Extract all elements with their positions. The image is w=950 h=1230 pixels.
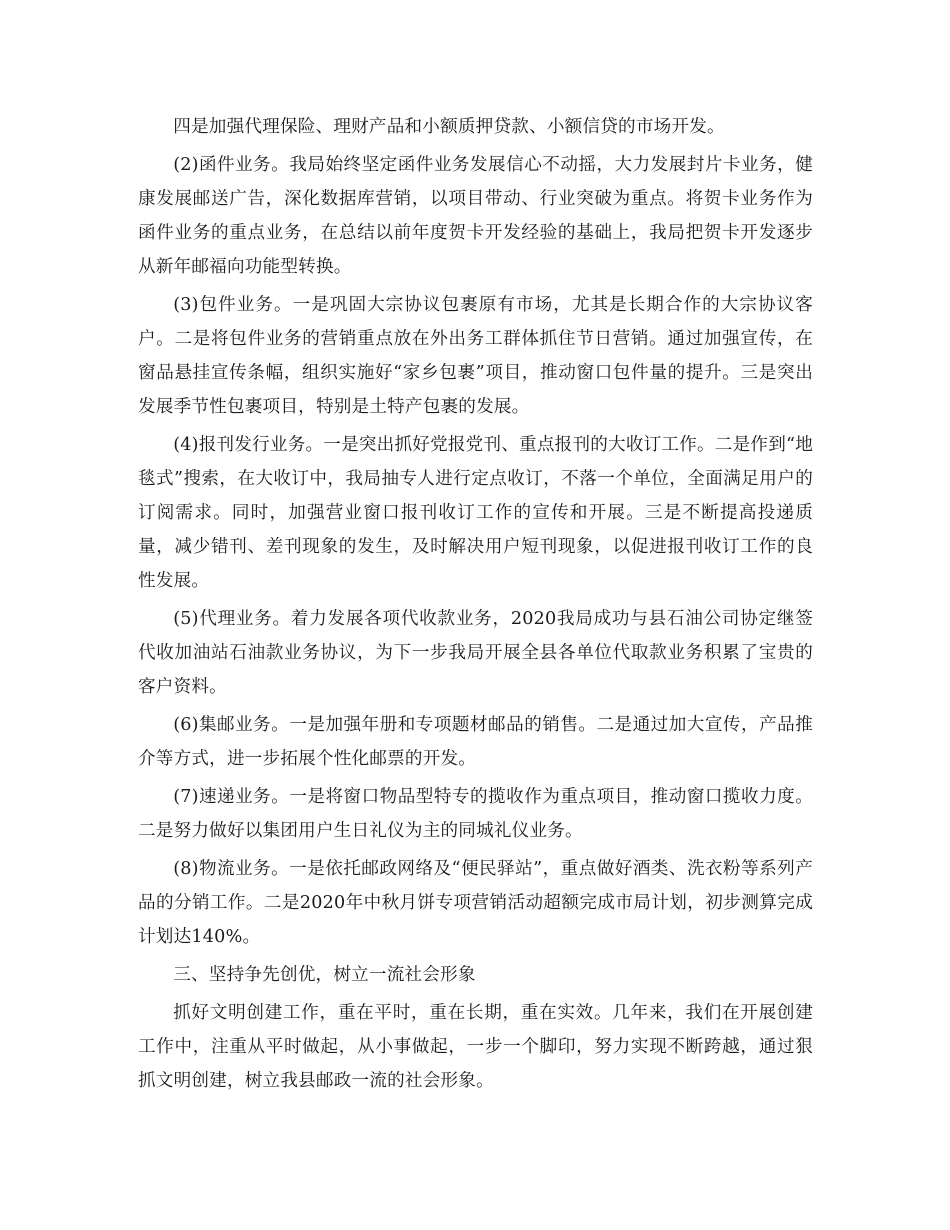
paragraph-newspaper-distribution: (4)报刊发行业务。一是突出抓好党报党刊、重点报刊的大收订工作。二是作到“地毯式”搜索，在大收订中，我局抽专人进行定点收订，不落一个单位，全面满足用户的订阅需求。同时，加强营业窗口报刊收订工作的宣传和开展。三是不断提高投递质量，减少错刊、差刊现象的发生，及时解决用户短刊现象，以促进报刊收订工作的良性发展。 xyxy=(138,435,813,591)
paragraph-letter-business: (2)函件业务。我局始终坚定函件业务发展信心不动摇，大力发展封片卡业务，健康发展邮送广告，深化数据库营销，以项目带动、行业突破为重点。将贺卡业务作为函件业务的重点业务，在总结以前年度贺卡开发经验的基础上，我局把贺卡开发逐步从新年邮福向功能型转换。 xyxy=(138,155,813,277)
section-heading: 三、坚持争先创优，树立一流社会形象 xyxy=(173,965,476,985)
paragraph-agency-business: (5)代理业务。着力发展各项代收款业务，2020我局成功与县石油公司协定继签代收加油站石油款业务协议，为下一步我局开展全县各单位代取款业务积累了宝贵的客户资料。 xyxy=(138,609,813,697)
paragraph-civilization-building: 抓好文明创建工作，重在平时，重在长期，重在实效。几年来，我们在开展创建工作中，注重从平时做起，从小事做起，一步一个脚印，努力实现不断跨越，通过狠抓文明创建，树立我县邮政一流的社会形象。 xyxy=(138,1003,813,1091)
paragraph-finance-market: 四是加强代理保险、理财产品和小额质押贷款、小额信贷的市场开发。 xyxy=(173,117,725,137)
paragraph-parcel-business: (3)包件业务。一是巩固大宗协议包裹原有市场，尤其是长期合作的大宗协议客户。二是将包件业务的营销重点放在外出务工群体抓住节日营销。通过加强宣传，在窗品悬挂宣传条幅，组织实施好“家乡包裹”项目，推动窗口包件量的提升。三是突出发展季节性包裹项目，特别是土特产包裹的发展。 xyxy=(138,295,813,417)
paragraph-logistics-business: (8)物流业务。一是依托邮政网络及“便民驿站”，重点做好酒类、洗衣粉等系列产品的分销工作。二是2020年中秋月饼专项营销活动超额完成市局计划，初步测算完成计划达140%。 xyxy=(138,859,813,947)
paragraph-philately-business: (6)集邮业务。一是加强年册和专项题材邮品的销售。二是通过加大宣传，产品推介等方式，进一步拓展个性化邮票的开发。 xyxy=(138,715,813,769)
paragraph-express-business: (7)速递业务。一是将窗口物品型特专的揽收作为重点项目，推动窗口揽收力度。二是努力做好以集团用户生日礼仪为主的同城礼仪业务。 xyxy=(138,787,813,841)
document-body xyxy=(138,110,813,1102)
